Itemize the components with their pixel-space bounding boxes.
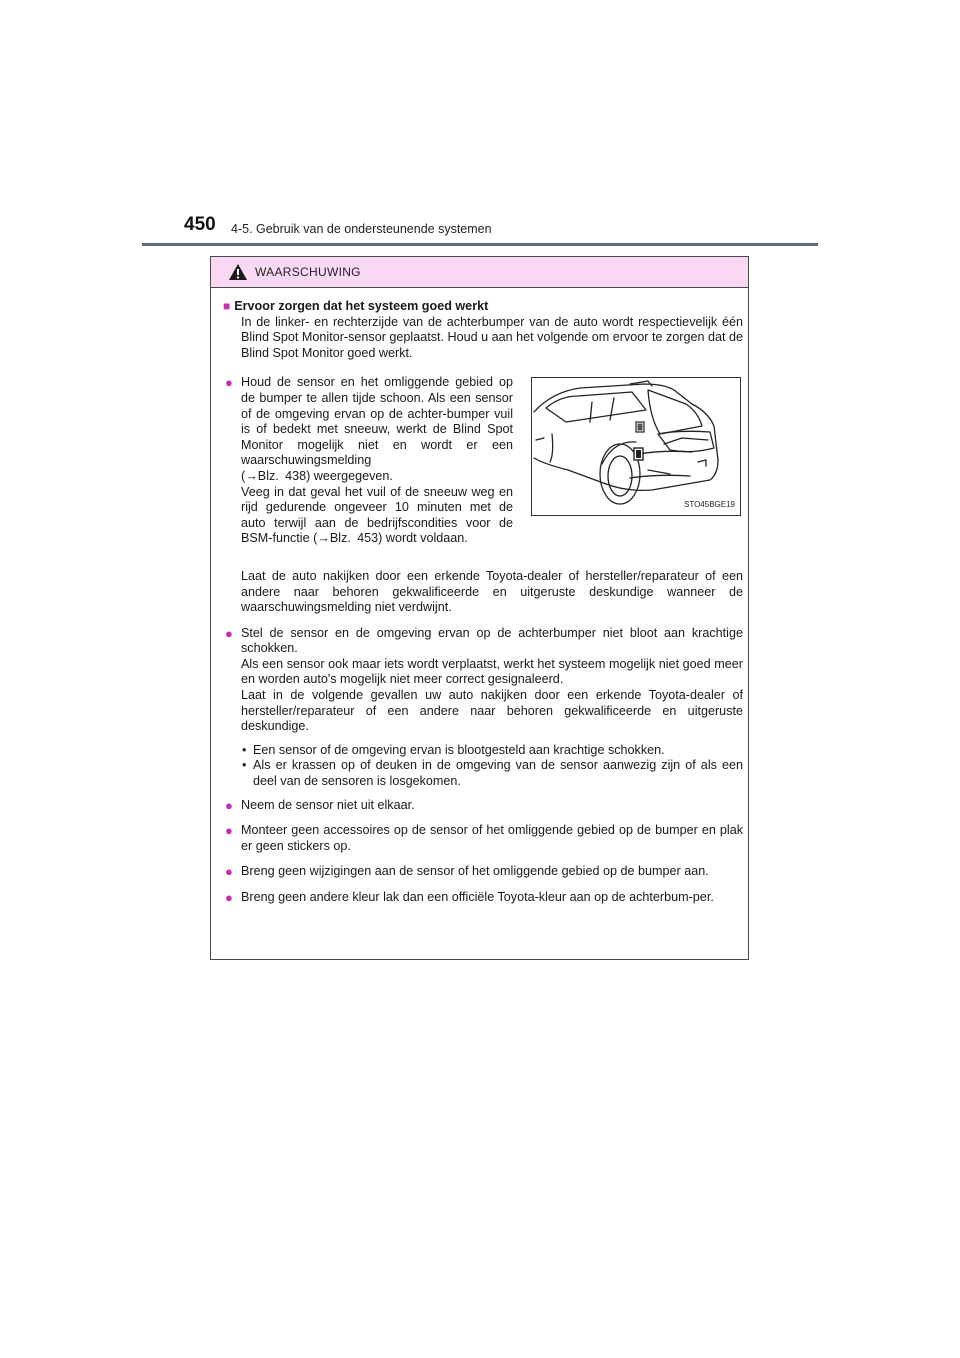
car-rear-illustration xyxy=(531,377,741,516)
bullet6-text: Breng geen andere kleur lak dan een officiële Toyota-kleur aan op de achterbum-per. xyxy=(241,890,714,904)
bullet2-line3: Laat in de volgende gevallen uw auto nakijken door een erkende Toyota-dealer of hersteller/reparateur of een andere naar behoren gekwalificeerde en uitgeruste deskundige. xyxy=(241,688,743,734)
bullet2-subitem-2: Als er krassen op of deuken in de omgeving van de sensor aanwezig zijn of als een deel van de sensoren is losgekomen. xyxy=(253,758,743,789)
bullet4-text: Monteer geen accessoires op de sensor of het omliggende gebied op de bumper en plak er geen stickers op. xyxy=(241,823,743,853)
bullet3 xyxy=(223,798,743,814)
circle-bullet-icon: ● xyxy=(225,864,233,880)
bullet1 xyxy=(223,375,513,547)
warning-heading-text: Ervoor zorgen dat het systeem goed werkt xyxy=(234,299,489,313)
warning-triangle-icon xyxy=(228,263,248,281)
page-number: 450 xyxy=(184,214,216,235)
bullet3-text: Neem de sensor niet uit elkaar. xyxy=(241,797,415,812)
figure-caption: STO45BGE19 xyxy=(684,499,735,509)
circle-bullet-icon: ● xyxy=(225,625,233,641)
circle-bullet-icon: ● xyxy=(225,375,233,391)
warning-label: WAARSCHUWING xyxy=(255,265,361,279)
section-title: 4-5. Gebruik van de ondersteunende systemen xyxy=(231,222,492,236)
circle-bullet-icon: ● xyxy=(225,797,233,813)
bullet1-line3: Veeg in dat geval het vuil of de sneeuw weg en rijd gedurende ongeveer 10 minuten met de auto terwijl aan de bedrijfscondities voor de BSM-functie (→Blz. 453) wordt voldaan. xyxy=(241,484,513,546)
warning-header xyxy=(211,257,748,288)
warning-content xyxy=(223,299,743,906)
bullet2-subitem: • Een sensor of de omgeving ervan is blootgesteld aan krachtige schokken. xyxy=(223,743,743,759)
bullet2-line1: Stel de sensor en de omgeving ervan op de achterbumper niet bloot aan krachtige schokken. xyxy=(241,625,743,656)
warning-heading xyxy=(223,299,743,315)
circle-bullet-icon: ● xyxy=(225,890,233,905)
bullet5-text: Breng geen wijzigingen aan de sensor of het omliggende gebied op de bumper aan. xyxy=(241,864,709,879)
bullet1-after: Laat de auto nakijken door een erkende Toyota-dealer of hersteller/reparateur of een andere naar behoren gekwalificeerde en uitgeruste deskundige wanneer de waarschuwingsmelding niet verdwijnt. xyxy=(241,568,743,615)
square-bullet-icon: ■ xyxy=(223,299,231,313)
warning-box xyxy=(210,256,749,960)
car-rear-drawing xyxy=(532,378,740,515)
warning-intro: In de linker- en rechterzijde van de achterbumper van de auto wordt respectievelijk één Blind Spot Monitor-sensor geplaatst. Houd u aan het volgende om ervoor te zorgen dat de Blind Spot Monitor goed werkt. xyxy=(241,314,743,360)
header-rule xyxy=(142,243,818,246)
bullet1-line1: Houd de sensor en het omliggende gebied op de bumper te allen tijde schoon. Als een sensor of de omgeving ervan op de achter-bumper vuil is of bedekt met sneeuw, werkt de Blind Spot Monitor mogelijk niet en wordt er een waarschuwingsmelding xyxy=(241,375,513,468)
bullet5 xyxy=(223,864,743,880)
bullet1-block xyxy=(223,375,743,547)
bullet2-subitem-1: Een sensor of de omgeving ervan is blootgesteld aan krachtige schokken. xyxy=(253,742,665,757)
bullet6 xyxy=(223,890,743,906)
circle-bullet-icon: ● xyxy=(225,823,233,839)
bullet2-subitem: • Als er krassen op of deuken in de omgeving van de sensor aanwezig zijn of als een deel van de sensoren is losgekomen. xyxy=(242,758,743,789)
bullet2-line2: Als een sensor ook maar iets wordt verplaatst, werkt het systeem mogelijk niet goed meer en worden auto's mogelijk niet meer correct gesignaleerd. xyxy=(241,656,743,687)
bullet2 xyxy=(223,626,743,735)
bullet4 xyxy=(223,823,743,854)
bullet1-line2: (→Blz. 438) weergegeven. xyxy=(241,468,393,483)
